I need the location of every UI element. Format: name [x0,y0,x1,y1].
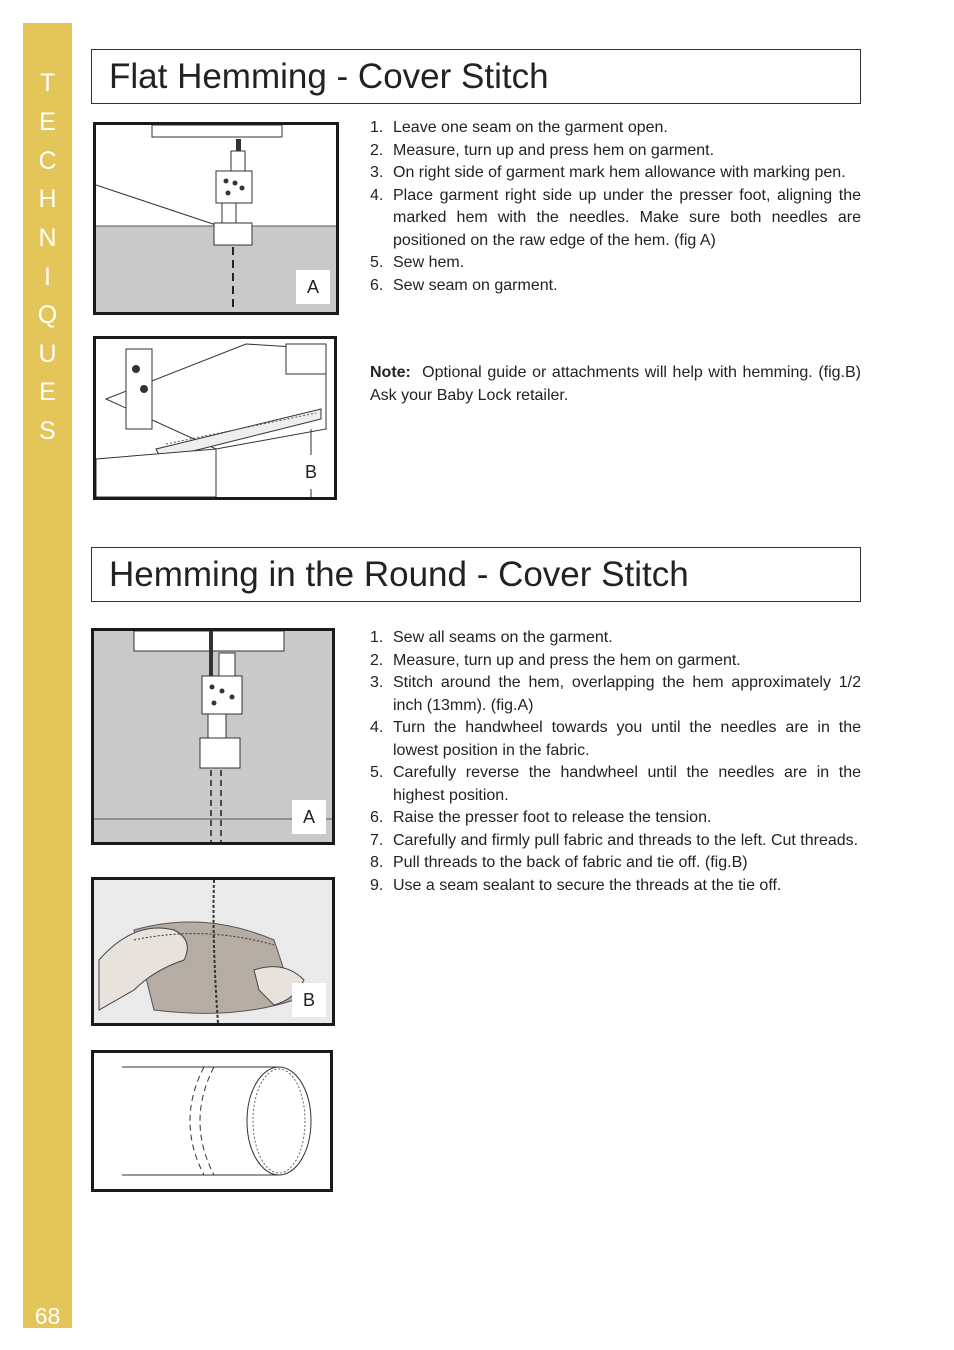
section-title: Hemming in the Round - Cover Stitch [109,555,689,594]
figure-label-a: A [296,270,330,304]
sidebar-letter: T [39,69,56,97]
list-item: 6. Sew seam on garment. [370,276,558,294]
list-item: 5. Carefully reverse the handwheel until the needles are in the highest position. [370,764,861,804]
flat-hem-steps [370,117,861,297]
sidebar-letter: Q [37,301,58,329]
figure-round-hem-b [91,877,335,1026]
figure-round-hem-a [91,628,335,845]
list-item: 4. Turn the handwheel towards you until the needles are in the lowest position in the fabric. [370,719,861,759]
figure-label-b: B [292,983,326,1017]
sidebar-letter: I [44,263,51,291]
section-title-box [91,49,861,104]
figure-round-hem-c [91,1050,333,1192]
figure-flat-hem-a [93,122,339,315]
list-item: 5. Sew hem. [370,254,465,271]
note-text: Optional guide or attachments will help with hemming. (fig.B) Ask your Baby Lock retailer. [370,364,862,404]
list-item: 3. Stitch around the hem, overlapping the hem approximately 1/2 inch (13mm). (fig.A) [370,674,861,714]
sidebar-letter: S [39,417,56,445]
round-hem-steps [370,627,861,897]
list-item: 1. Leave one seam on the garment open. [370,119,668,136]
figure-label-b: B [294,455,328,489]
section-title-box [91,547,861,602]
figure-label-a: A [292,800,326,834]
list-item: 8. Pull threads to the back of fabric and tie off. (fig.B) [370,854,748,871]
list-item: 2. Measure, turn up and press hem on garment. [370,141,715,159]
sidebar-letter: E [39,108,56,136]
sidebar-letter: N [38,224,57,252]
list-item: 6. Raise the presser foot to release the tension. [370,809,712,826]
tube-hem-illustration [94,1053,330,1189]
note-label: Note: [370,364,411,381]
section-title: Flat Hemming - Cover Stitch [109,57,549,96]
sidebar-letter: E [39,378,56,406]
sidebar-letter: U [38,340,57,368]
sidebar-letter: H [38,185,57,213]
list-item: 3. On right side of garment mark hem allowance with marking pen. [370,164,846,181]
techniques-sidebar [23,23,72,1328]
sidebar-letter: C [38,147,57,175]
list-item: 4. Place garment right side up under the presser foot, aligning the marked hem with the needles. Make sure both needles are positioned on the raw edge of the hem. (fig A) [370,186,861,249]
list-item: 2. Measure, turn up and press the hem on garment. [370,651,741,669]
list-item: 7. Carefully and firmly pull fabric and threads to the left. Cut threads. [370,831,859,849]
page-number: 68 [34,1303,61,1329]
list-item: 1. Sew all seams on the garment. [370,629,613,646]
figure-flat-hem-b [93,336,337,500]
note-paragraph [370,362,861,407]
list-item: 9. Use a seam sealant to secure the threads at the tie off. [370,876,782,894]
